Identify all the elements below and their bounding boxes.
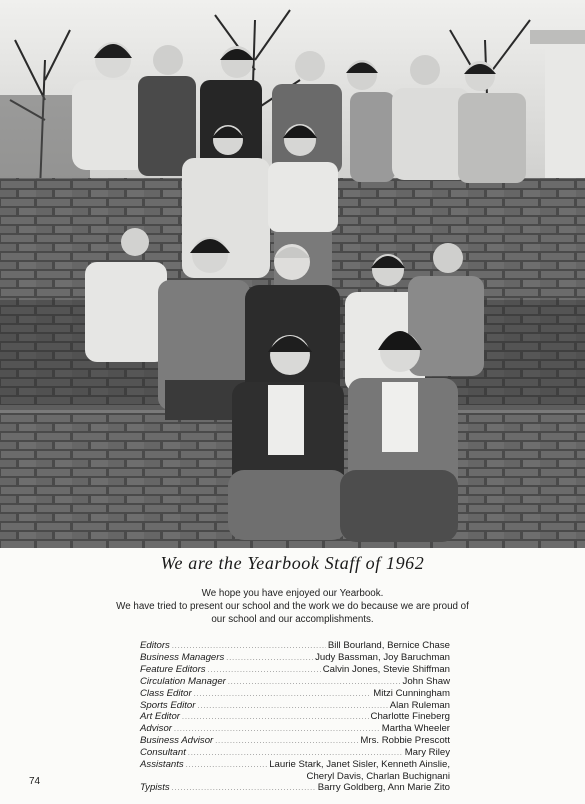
staff-role: Feature Editors: [140, 663, 206, 675]
staff-row: [140, 665, 450, 677]
staff-role: Class Editor: [140, 687, 192, 699]
staff-role: Business Managers: [140, 651, 225, 663]
intro-line-2: We have tried to present our school and the work we do because we are proud of: [116, 601, 469, 612]
staff-names: Laurie Stark, Janet Sisler, Kenneth Ainslie,: [269, 759, 450, 771]
staff-role: Art Editor: [140, 711, 180, 723]
staff-row: [140, 736, 450, 748]
leader-dots: [194, 690, 371, 701]
staff-names: Judy Bassman, Joy Baruchman: [315, 651, 450, 663]
page-number: 74: [29, 776, 41, 787]
staff-list: [140, 641, 450, 795]
leader-dots: [182, 713, 369, 724]
leader-dots: [186, 761, 267, 772]
leader-dots: [215, 737, 358, 748]
staff-names: Mary Riley: [404, 747, 450, 759]
staff-names: Charlotte Fineberg: [370, 711, 450, 723]
staff-row: [140, 677, 450, 689]
staff-role: Editors: [140, 640, 170, 651]
leader-dots: [228, 678, 401, 689]
leader-dots: [197, 702, 387, 713]
staff-role: Advisor: [140, 723, 172, 735]
staff-names: Mitzi Cunningham: [373, 687, 450, 699]
leader-dots: [226, 654, 313, 665]
staff-role: Typists: [140, 781, 170, 793]
staff-names: Bill Bourland, Bernice Chase: [327, 640, 450, 651]
staff-names: Calvin Jones, Stevie Shiffman: [322, 663, 450, 675]
staff-role: Consultant: [140, 747, 186, 759]
staff-names: Martha Wheeler: [381, 723, 450, 735]
staff-names: Alan Ruleman: [389, 699, 450, 711]
page-title: We are the Yearbook Staff of 1962: [160, 553, 425, 573]
staff-row: [140, 689, 450, 701]
staff-role: Assistants: [140, 759, 184, 771]
staff-names-continued: Cheryl Davis, Charlan Buchignani: [306, 770, 450, 782]
staff-role: Sports Editor: [140, 699, 196, 711]
staff-row: [140, 783, 450, 795]
intro-line-1: We hope you have enjoyed our Yearbook.: [201, 588, 384, 599]
staff-role: Business Advisor: [140, 735, 214, 747]
intro-line-3: our school and our accomplishments.: [211, 614, 374, 625]
staff-names: Mrs. Robbie Prescott: [360, 735, 450, 747]
staff-role: Circulation Manager: [140, 675, 226, 687]
staff-names: John Shaw: [402, 675, 450, 687]
staff-names: Barry Goldberg, Ann Marie Zito: [317, 781, 450, 793]
leader-dots: [172, 784, 316, 795]
